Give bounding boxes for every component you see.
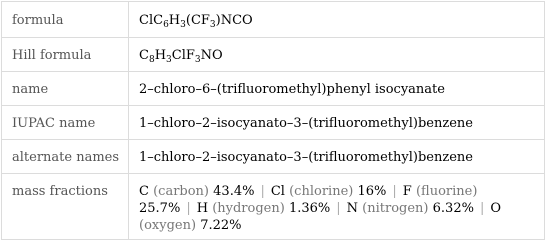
row-label-hill-formula: Hill formula (2, 38, 129, 72)
formula-subscript: 3 (209, 20, 216, 30)
row-label-mass-fractions: mass fractions (2, 174, 129, 240)
separator: | (392, 184, 397, 199)
formula-part: H (168, 13, 181, 28)
properties-table (1, 1, 545, 240)
table-row-mass-fractions (2, 174, 545, 240)
element-fraction: 7.22% (200, 218, 242, 233)
formula-part: H (154, 48, 167, 63)
formula-part: )NCO (215, 13, 253, 28)
element-fraction: 16% (357, 184, 387, 199)
alternate-names-value: 1–chloro–2–isocyanato–3–(trifluoromethyl)benzene (129, 140, 545, 174)
element-symbol: H (196, 201, 209, 216)
element-name: (fluorine) (415, 184, 478, 199)
name-value: 2–chloro–6–(trifluoromethyl)phenyl isocyanate (129, 72, 545, 106)
row-label-name: name (2, 72, 129, 106)
element-symbol: Cl (270, 184, 285, 199)
formula-subscript: 8 (148, 55, 155, 65)
formula-part: NO (200, 48, 223, 63)
formula-subscript: 6 (163, 20, 169, 30)
formula-part: (CF (185, 13, 210, 28)
table-row-hill-formula (2, 38, 545, 72)
formula-part: C (139, 48, 149, 63)
table-row-iupac-name (2, 106, 545, 140)
row-label-formula: formula (2, 2, 129, 38)
element-fraction: 1.36% (288, 201, 331, 216)
table-row-formula (2, 2, 545, 38)
formula-subscript: 3 (194, 55, 201, 65)
element-fraction: 25.7% (139, 201, 181, 216)
element-name: (chlorine) (289, 184, 354, 199)
element-fraction: 6.32% (432, 201, 474, 216)
separator: | (186, 201, 191, 216)
formula-value (129, 2, 545, 38)
formula-part: ClC (139, 13, 164, 28)
element-name: (hydrogen) (212, 201, 285, 216)
mass-fractions-value (129, 174, 545, 240)
formula-subscript: 3 (180, 20, 186, 30)
formula-subscript: 3 (166, 55, 172, 65)
element-fraction: 43.4% (213, 184, 255, 199)
row-label-alternate-names: alternate names (2, 140, 129, 174)
element-name: (carbon) (153, 184, 210, 199)
separator: | (336, 201, 341, 216)
element-symbol: N (346, 201, 359, 216)
hill-formula-value (129, 38, 545, 72)
element-symbol: F (402, 184, 412, 199)
iupac-name-value: 1–chloro–2–isocyanato–3–(trifluoromethyl)benzene (129, 106, 545, 140)
element-symbol: C (139, 184, 149, 199)
element-name: (nitrogen) (362, 201, 429, 216)
separator: | (260, 184, 265, 199)
separator: | (479, 201, 485, 216)
table-row-alternate-names (2, 140, 545, 174)
formula-part: ClF (171, 48, 195, 63)
row-label-iupac-name: IUPAC name (2, 106, 129, 140)
element-symbol: O (490, 201, 502, 216)
table-row-name (2, 72, 545, 106)
element-name: (oxygen) (139, 218, 197, 233)
